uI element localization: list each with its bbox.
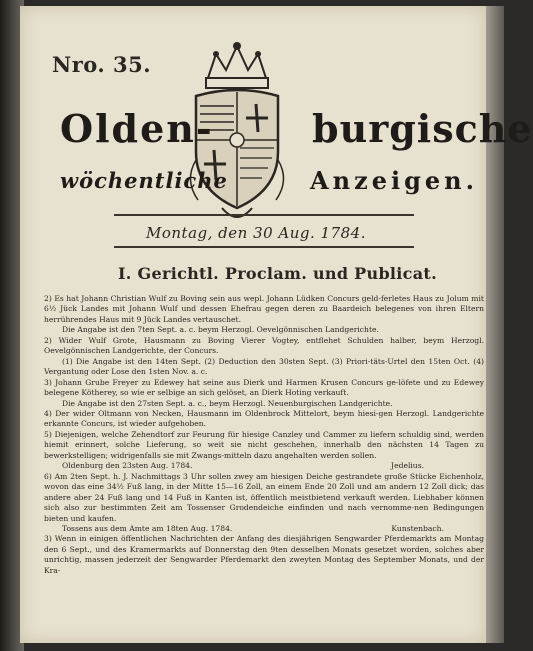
issue-date: Montag, den 30 Aug. 1784. (146, 224, 366, 242)
top-rule (114, 214, 414, 216)
notice-place-date: Tossens aus dem Amte am 18ten Aug. 1784. (62, 523, 233, 533)
notice-paragraph: Die Angabe ist den 27sten Sept. a. c., beym Herzogl. Neuenburgischen Landgerichte. (62, 398, 393, 408)
notice-signature: Kunstenbach. (391, 523, 444, 533)
masthead-title-part2: burgische (312, 106, 533, 151)
page-stack-edge (486, 6, 504, 643)
notice-paragraph: 3) Wenn in einigen öffentlichen Nachrichten der Anfang des diesjährigen Sengwarder Pferdemarkts am Montag den 6 Sept., und des Kramermarkts auf Donnerstag den 9ten desselben Monats gesetzet worden, solches aber unrichtig, massen jederzeit der Sengwarder Pferdemarkt den zweyten Montag des September Monats, und der Kra- (44, 534, 484, 575)
notice-paragraph: 2) Es hat Johann Christian Wulf zu Boving sein aus wepl. Johann Lüdken Concurs geld-ferletes Haus zu Jolum mit 6½ Jück Landes mit Johann Wulf und dessen Ehefrau gegen deren zu Baardeich belegenes von ihren Eltern herrührendes Haus mit 9 Jück Landes vertauschet. (44, 294, 484, 324)
notice-place-date: Oldenburg den 23sten Aug. 1784. (62, 461, 193, 471)
notice-signoff (44, 524, 484, 534)
article-body (44, 294, 484, 576)
notice-paragraph: Die Angabe ist den 7ten Sept. a. c. beym Herzogl. Oevelgönnischen Landgerichte. (62, 325, 379, 335)
notice-paragraph: 4) Der wider Oltmann von Necken, Hausmann im Oldenbrock Mittelort, beym hiesi-gen Herzogl. Landgerichte erkannte Concurs, ist wieder aufgehoben. (44, 408, 484, 429)
section-title: I. Gerichtl. Proclam. und Publicat. (118, 264, 437, 283)
masthead-subtitle-part1: wöchentliche (60, 168, 228, 193)
notice-paragraph: (1) Die Angabe ist den 14ten Sept. (2) Deduction den 30sten Sept. (3) Priori-täts-Urtel den 15ten Oct. (4) Vergantung oder Lose den 1sten Nov. a. c. (44, 356, 484, 377)
masthead-subtitle-part2: Anzeigen. (310, 166, 478, 195)
notice-signoff (44, 461, 484, 471)
bottom-rule (114, 246, 414, 248)
issue-number: Nro. 35. (52, 52, 152, 77)
notice-paragraph: 6) Am 2ten Sept. h. J. Nachmittags 3 Uhr sollen zwey am hiesigen Deiche gestrandete große Stücke Eichenholz, wovon das eine 34½ Fuß lang, in der Mitte 15—16 Zoll, an einem Ende 20 Zoll und am andern 12 Zoll dick; das andere aber 24 Fuß lang und 14 Fuß in Kanten ist, öffentlich meistbietend verkauft werden. Liebhaber können sich also zur bestimmten Zeit am Tossenser Grodendeiche einfinden und nach vernomme-nen Bedingungen bieten und kaufen. (44, 471, 484, 523)
notice-paragraph: 3) Johann Grube Freyer zu Edewey hat seine aus Dierk und Harmen Krusen Concurs ge-löfete und zu Edewey belegene Kötherey, so wie er selbige an sich gelöset, an Dierk Hoting verkauft. (44, 377, 484, 398)
newspaper-page (20, 6, 533, 643)
notice-paragraph: 5) Diejenigen, welche Zehendtorf zur Feurung für hiesige Canzley und Cammer zu liefern schuldig sind, werden hiemit erinnert, solche Lieferung, so weit sie nicht geschehen, innerhalb den nächsten 14 Tagen zu bewerkstelligen; widrigenfalls sie mit Zwangs-mitteln dazu angehalten werden sollen. (44, 429, 484, 460)
notice-signature: Jedelius. (391, 461, 424, 471)
notice-paragraph: 2) Wider Wulf Grote, Hausmann zu Boving Vierer Vogtey, entflehet Schulden halber, beym Herzogl. Oevelgönnischen Landgerichte, der Concurs. (44, 335, 484, 356)
masthead-title-part1: Olden- (60, 106, 214, 151)
